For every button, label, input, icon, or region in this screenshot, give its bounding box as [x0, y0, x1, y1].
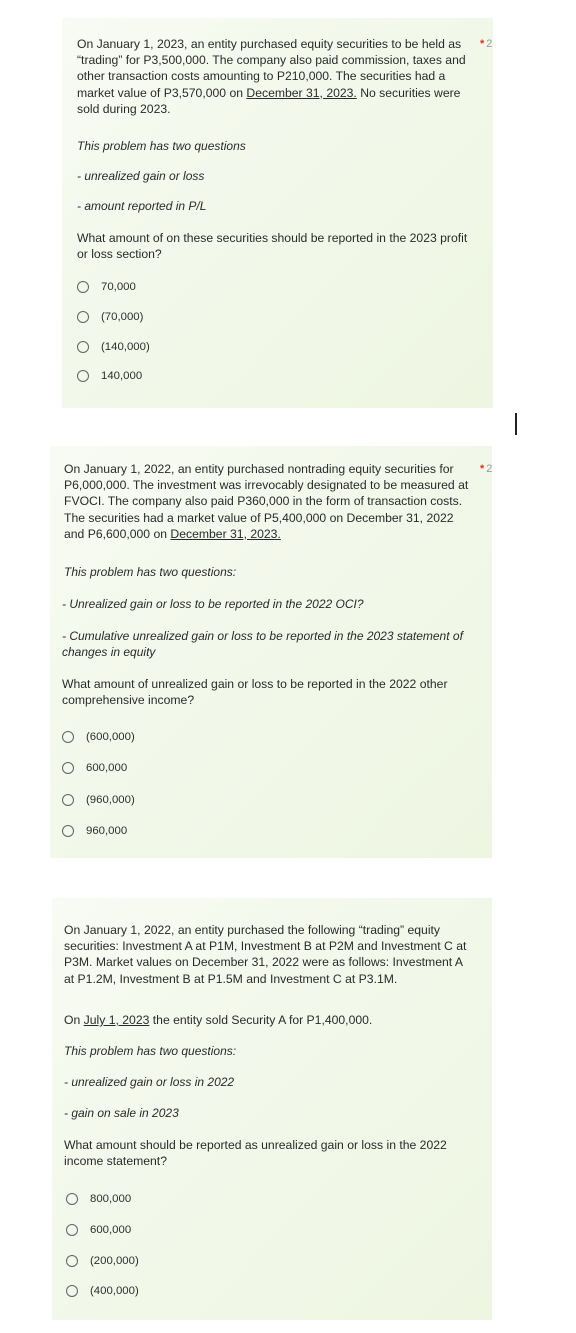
note-item: - unrealized gain or loss in 2022 [64, 1075, 235, 1089]
question-line: On January 1, 2022, an entity purchased the following “trading” equity [64, 923, 441, 937]
question-line: On January 1, 2022, an entity purchased nontrading equity securities for [64, 462, 454, 476]
note-item: - unrealized gain or loss [77, 169, 205, 183]
radio-button[interactable] [62, 762, 74, 774]
prompt-line: What amount of on these securities should be reported in the 2023 profit [77, 231, 468, 245]
option-label: 600,000 [90, 1224, 132, 1236]
question-line-part: and P6,600,000 on [64, 526, 171, 541]
question-line: FVOCI. The company also paid P360,000 in the form of transaction costs. [64, 494, 463, 509]
points-hint: 2 [486, 463, 493, 475]
question-text [64, 922, 494, 987]
option-label: (400,000) [90, 1285, 139, 1297]
note-item: - Unrealized gain or loss to be reported in the 2022 OCI? [62, 597, 364, 611]
prompt-line: What amount of unrealized gain or loss to be reported in the 2022 other [62, 677, 448, 691]
option-960000[interactable] [62, 825, 127, 837]
note-item: - amount reported in P/L [77, 199, 207, 213]
option-600000[interactable] [66, 1224, 131, 1236]
radio-button[interactable] [77, 281, 89, 293]
radio-button[interactable] [77, 370, 89, 382]
note-item: changes in equity [62, 645, 156, 659]
question-line: sold during 2023. [77, 101, 171, 116]
option-70000[interactable] [77, 281, 136, 293]
option-label: 960,000 [86, 825, 128, 837]
radio-button[interactable] [62, 825, 74, 837]
option-label: 140,000 [101, 370, 143, 382]
sale-statement [64, 1012, 372, 1028]
required-marker [480, 463, 492, 475]
note-intro: This problem has two questions: [64, 565, 237, 579]
option-neg-70000[interactable] [77, 311, 143, 323]
radio-button[interactable] [77, 311, 89, 323]
radio-button[interactable] [66, 1285, 78, 1297]
option-label: (70,000) [101, 311, 144, 323]
question-line: securities: Investment A at P1M, Investment B at P2M and Investment C at [64, 939, 467, 954]
radio-button[interactable] [66, 1255, 78, 1267]
option-neg-400000[interactable] [66, 1285, 139, 1297]
prompt-line: income statement? [64, 1154, 167, 1169]
question-line: “trading” for P3,500,000. The company also paid commission, taxes and [77, 53, 466, 68]
question-line: P3M. Market values on December 31, 2022 were as follows: Investment A [64, 955, 463, 970]
option-label: (200,000) [90, 1255, 139, 1267]
underlined-date: December 31, 2023. [246, 85, 357, 100]
prompt-line: or loss section? [77, 247, 162, 262]
required-marker [480, 38, 492, 50]
question-line [64, 526, 489, 542]
option-label: (600,000) [86, 731, 135, 743]
question-prompt [62, 676, 487, 708]
note-item: - Cumulative unrealized gain or loss to be reported in the 2023 statement of [62, 629, 463, 643]
option-neg-200000[interactable] [66, 1255, 139, 1267]
note-intro: This problem has two questions [77, 139, 246, 153]
question-line: at P1.2M, Investment B at P1.5M and Investment C at P3.1M. [64, 971, 398, 986]
question-line: The securities had a market value of P5,400,000 on December 31, 2022 [64, 510, 454, 525]
sale-text: On [64, 1013, 84, 1027]
note-item: - gain on sale in 2023 [64, 1106, 179, 1120]
question-prompt [64, 1137, 494, 1169]
radio-button[interactable] [66, 1193, 78, 1205]
question-line: P6,000,000. The investment was irrevocably designated to be measured at [64, 478, 469, 493]
question-text [77, 36, 487, 117]
underlined-date: December 31, 2023. [170, 526, 281, 541]
question-line [77, 85, 487, 101]
option-label: 70,000 [101, 281, 136, 293]
option-label: 600,000 [86, 762, 128, 774]
text-cursor [515, 413, 517, 435]
question-card-3 [52, 898, 492, 1320]
radio-button[interactable] [66, 1224, 78, 1236]
option-800000[interactable] [66, 1193, 131, 1205]
question-text [64, 461, 489, 542]
question-prompt [77, 230, 487, 262]
option-neg-140000[interactable] [77, 341, 150, 353]
radio-button[interactable] [62, 731, 74, 743]
question-card-1 [62, 18, 493, 408]
question-line-part: market value of P3,570,000 on [77, 85, 247, 100]
question-card-2 [50, 446, 492, 858]
radio-button[interactable] [77, 341, 89, 353]
prompt-line: What amount should be reported as unrealized gain or loss in the 2022 [64, 1138, 447, 1152]
option-140000[interactable] [77, 370, 142, 382]
radio-button[interactable] [62, 794, 74, 806]
question-line: other transaction costs amounting to P210,000. The securities had a [77, 69, 446, 84]
option-label: (960,000) [86, 794, 135, 806]
note-intro: This problem has two questions: [64, 1044, 237, 1058]
required-asterisk: * [480, 463, 485, 475]
option-neg-600000[interactable] [62, 731, 135, 743]
option-neg-960000[interactable] [62, 794, 135, 806]
required-asterisk: * [480, 38, 485, 50]
sale-text: the entity sold Security A for P1,400,000. [149, 1013, 373, 1027]
points-hint: 2 [486, 38, 493, 50]
underlined-date: July 1, 2023 [83, 1013, 150, 1027]
prompt-line: comprehensive income? [62, 693, 195, 708]
question-line: On January 1, 2023, an entity purchased equity securities to be held as [77, 37, 462, 51]
option-600000[interactable] [62, 762, 127, 774]
option-label: (140,000) [101, 341, 150, 353]
option-label: 800,000 [90, 1193, 132, 1205]
question-line-part: No securities were [356, 85, 461, 100]
